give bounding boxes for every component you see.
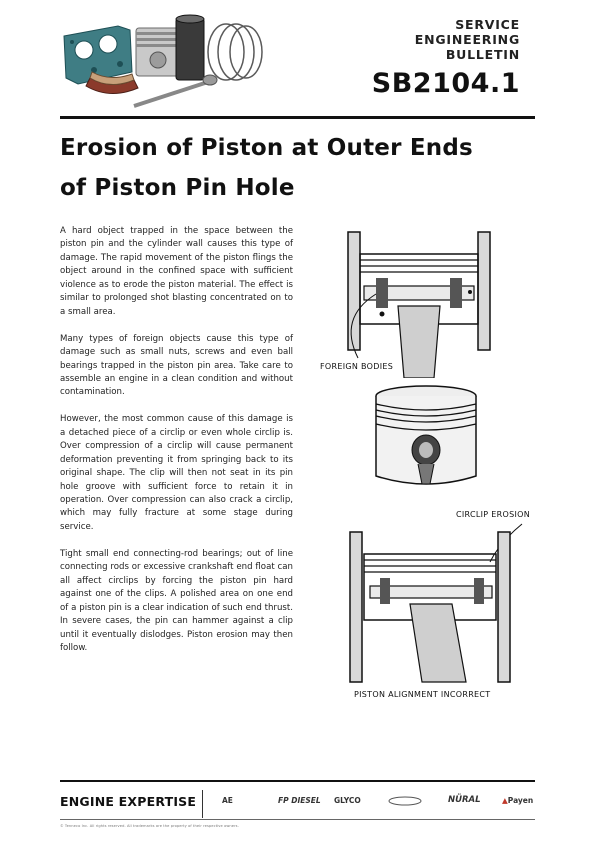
piston-rings-image (208, 24, 262, 80)
bulletin-type-line: SERVICE (455, 17, 520, 32)
payen-mark-icon: ▲ (502, 796, 508, 805)
figure-foreign-bodies (318, 228, 538, 378)
logo-unknown (388, 796, 422, 808)
figure-piston-erosion (366, 380, 486, 498)
logo-nural-text: NÜRAL (448, 795, 481, 805)
bulletin-number: SB2104.1 (371, 68, 520, 99)
logo-ae-text: AE (222, 796, 233, 805)
bulletin-type-line: BULLETIN (445, 47, 520, 62)
footer-rule (60, 819, 535, 820)
body-paragraph: However, the most common cause of this damage is a detached piece of a circlip or even whole circlip is. Over compression of a circlip will cause permanent deformation preventing it from springing back to its original shape. The clip will then not seat in its pin hole groove with sufficient force to retain it in operation. Over compression can also crack a circlip, which may fully fracture at some stage during service. (60, 414, 293, 532)
body-paragraph: Many types of foreign objects cause this type of damage such as small nuts, screws and even ball bearings trapped in the piston pin area. Take care to assemble an engine in a clean condition and without contamination. (60, 333, 293, 398)
title-line: Erosion of Piston at Outer Ends (60, 135, 473, 161)
piston-image (136, 28, 180, 76)
bulletin-type-line: ENGINEERING (414, 32, 520, 47)
logo-glyco (334, 796, 361, 805)
logo-nural (448, 795, 481, 805)
header-product-image (58, 8, 268, 113)
cylinder-liner-image (176, 15, 204, 80)
label-piston-alignment: PISTON ALIGNMENT INCORRECT (354, 690, 491, 699)
bulletin-type-label (360, 17, 520, 62)
body-text (60, 225, 293, 669)
page-title (60, 128, 540, 208)
body-paragraph: A hard object trapped in the space between the piston pin and the cylinder wall causes this type of damage. The rapid movement of the piston flings the object around in the confined space with sufficient violence as to erode the piston material. The effect is similar to prolonged shot blasting concentrated on to a small area. (60, 226, 293, 317)
copyright-text: © Tenneco Inc. All rights reserved. All trademarks are the property of their respective owners. (60, 824, 239, 828)
title-line: of Piston Pin Hole (60, 175, 295, 201)
footer-separator (202, 790, 203, 818)
figure-piston-alignment (340, 522, 540, 686)
footer-divider (60, 780, 535, 782)
logo-payen-text: Payen (507, 796, 534, 805)
logo-ae (222, 796, 233, 805)
valve-image (134, 75, 217, 106)
label-circlip-erosion: CIRCLIP EROSION (456, 510, 531, 519)
label-foreign-bodies: FOREIGN BODIES (320, 362, 394, 371)
footer-brand: ENGINE EXPERTISE (60, 794, 197, 809)
logo-fp-diesel-text: FP DIESEL (278, 796, 321, 805)
body-paragraph: Tight small end connecting-rod bearings; out of line connecting rods or excessive crankshaft end float can all affect circlips by forcing the piston pin hard against one of the clips. A polished area on one end of a piston pin is a clear indication of such end thrust. In severe cases, the pin can hammer against a clip until it eventually dislodges. Piston erosion may then follow. (60, 548, 293, 653)
logo-glyco-text: GLYCO (334, 796, 361, 805)
logo-fp-diesel (278, 796, 321, 805)
logo-payen (502, 796, 533, 805)
header-divider (60, 116, 535, 119)
oval-logo-icon (388, 796, 422, 806)
